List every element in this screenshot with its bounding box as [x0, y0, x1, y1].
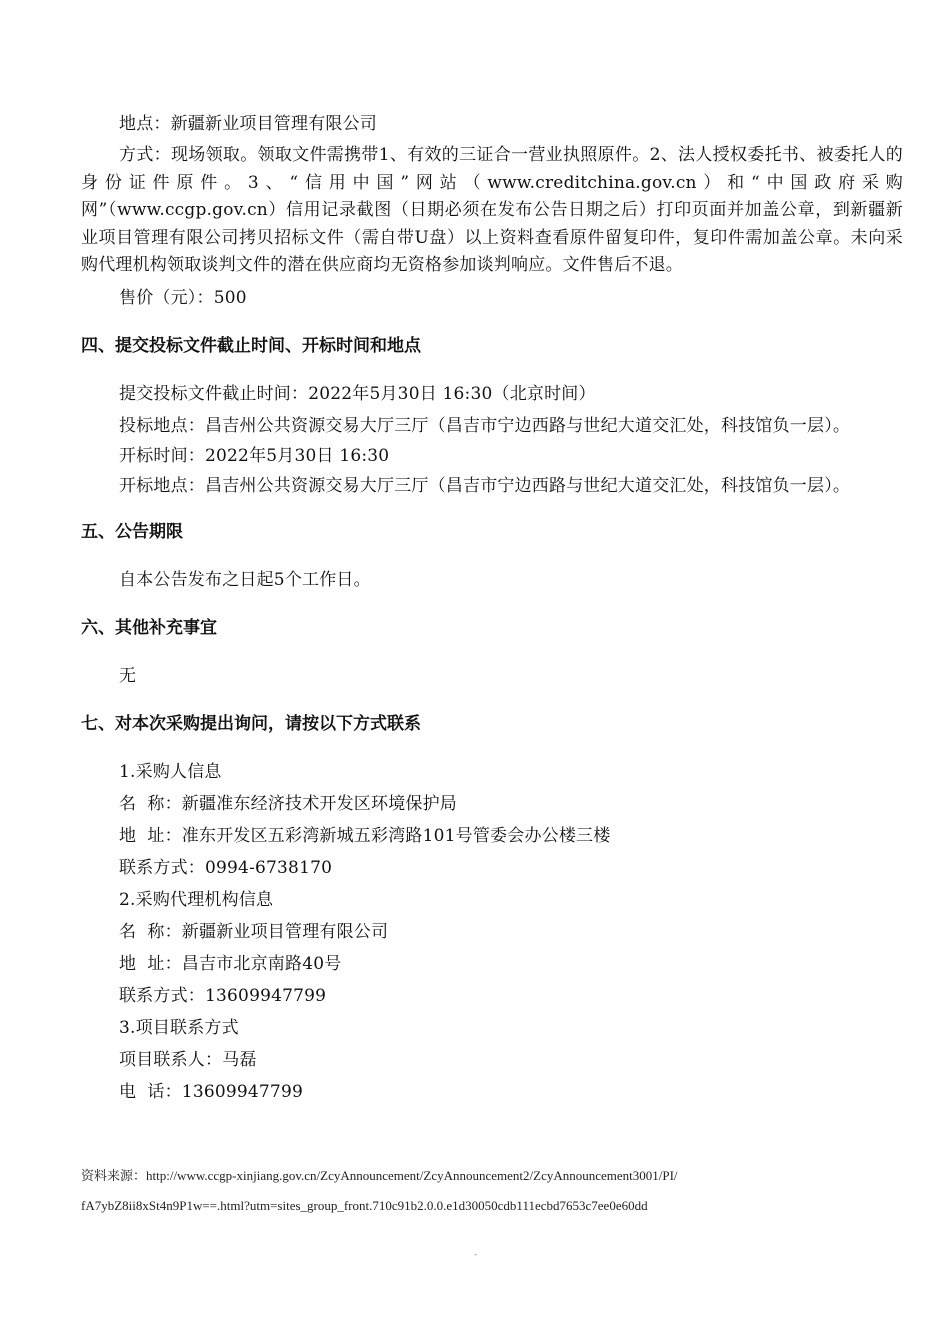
collection-location: 地点：新疆新业项目管理有限公司 — [119, 114, 377, 134]
section4-deadline: 提交投标文件截止时间：2022年5月30日 16:30（北京时间） — [119, 383, 596, 404]
agency-title: 2.采购代理机构信息 — [119, 889, 274, 910]
source-citation — [81, 1161, 903, 1221]
section4-heading: 四、提交投标文件截止时间、开标时间和地点 — [81, 335, 421, 356]
project-person: 项目联系人：马磊 — [119, 1049, 257, 1070]
purchaser-title: 1.采购人信息 — [119, 761, 222, 782]
page-number-mark: - — [474, 1250, 478, 1260]
section4-open-time: 开标时间：2022年5月30日 16:30 — [119, 445, 390, 466]
agency-name: 名 称：新疆新业项目管理有限公司 — [119, 921, 389, 942]
purchaser-name: 名 称：新疆准东经济技术开发区环境保护局 — [119, 793, 458, 814]
agency-contact: 联系方式：13609947799 — [119, 985, 327, 1006]
source-line-2[interactable]: fA7ybZ8ii8xSt4n9P1w==.html?utm=sites_group_front.710c91b2.0.0.e1d30050cdb111ecbd7653c7ee0e60dd — [81, 1198, 648, 1213]
section5-text: 自本公告发布之日起5个工作日。 — [119, 569, 371, 590]
section4-open-location: 开标地点：昌吉州公共资源交易大厅三厅（昌吉市宁边西路与世纪大道交汇处，科技馆负一层）。 — [119, 475, 851, 496]
document-body — [81, 108, 903, 1108]
section6-text: 无 — [119, 665, 137, 686]
project-phone: 电 话：13609947799 — [119, 1081, 303, 1102]
section6-heading: 六、其他补充事宜 — [81, 617, 217, 638]
section5-heading: 五、公告期限 — [81, 521, 183, 542]
collection-price: 售价（元）：500 — [119, 287, 247, 308]
source-line-1[interactable]: 资料来源：http://www.ccgp-xinjiang.gov.cn/ZcyAnnouncement/ZcyAnnouncement2/ZcyAnnouncement3001/PI/ — [81, 1168, 678, 1183]
section4-bid-location: 投标地点：昌吉州公共资源交易大厅三厅（昌吉市宁边西路与世纪大道交汇处，科技馆负一层）。 — [119, 415, 851, 436]
section7-heading: 七、对本次采购提出询问，请按以下方式联系 — [81, 713, 421, 734]
project-title: 3.项目联系方式 — [119, 1017, 239, 1038]
purchaser-address: 地 址：准东开发区五彩湾新城五彩湾路101号管委会办公楼三楼 — [119, 825, 611, 846]
purchaser-contact: 联系方式：0994-6738170 — [119, 857, 333, 878]
collection-method: 方式：现场领取。领取文件需携带1、有效的三证合一营业执照原件。2、法人授权委托书、被委托人的身份证件原件。3、“信用中国”网站（www.creditchina.gov.cn）和“中国政府采购网”（www.ccgp.gov.cn）信用记录截图（日期必须在发布公告日期之后）打印页面并加盖公章，到新疆新业项目管理有限公司拷贝招标文件（需自带U盘）以上资料查看原件留复印件，复印件需加盖公章。未向采购代理机构领取谈判文件的潜在供应商均无资格参加谈判响应。文件售后不退。 — [81, 145, 903, 275]
agency-address: 地 址：昌吉市北京南路40号 — [119, 953, 342, 974]
